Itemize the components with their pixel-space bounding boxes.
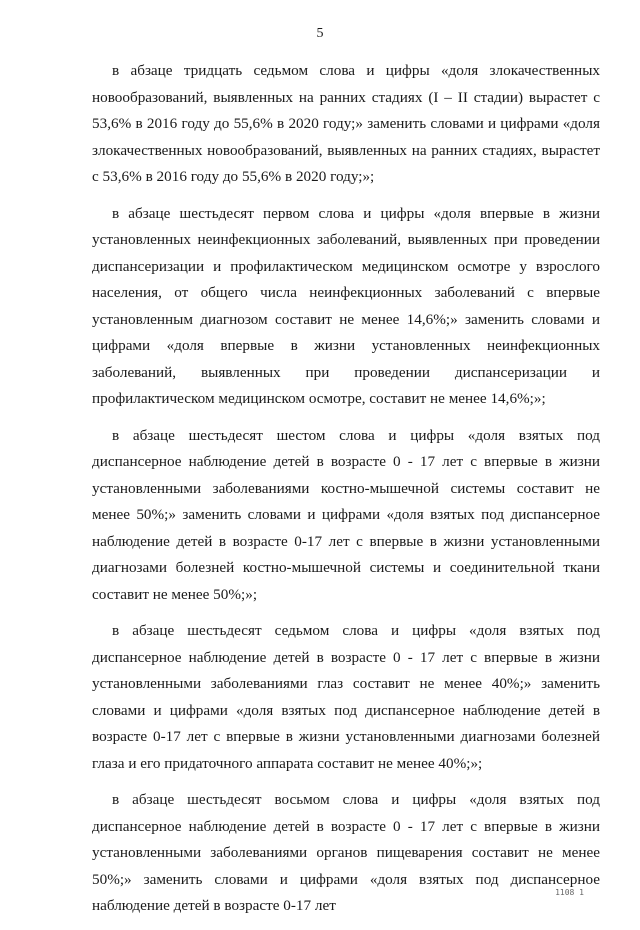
- paragraph-66: в абзаце шестьдесят шестом слова и цифры «доля взятых под диспансерное наблюдение детей в возрасте 0 - 17 лет с впервые в жизни установленными заболеваниями костно-мышечной системы составит не менее 50%;» заменить словами и цифрами «доля взятых под диспансерное наблюдение детей в возрасте 0-17 лет с впервые в жизни установленными диагнозами болезней костно-мышечной системы и соединительной ткани составит не менее 50%;»;: [92, 426, 600, 603]
- paragraph-68: в абзаце шестьдесят восьмом слова и цифры «доля взятых под диспансерное наблюдение детей в возрасте 0 - 17 лет с впервые в жизни установленными заболеваниями органов пищеварения составит не менее 50%;» заменить словами и цифрами «доля взятых под диспансерное наблюдение детей в возрасте 0-17 лет: [92, 791, 600, 914]
- footer-mark: 1108 1: [555, 888, 584, 897]
- body-text: [92, 58, 600, 930]
- page-number: 5: [316, 26, 324, 41]
- paragraph-37: в абзаце тридцать седьмом слова и цифры «доля злокачественных новообразований, выявленных на ранних стадиях (I – II стадии) вырастет с 53,6% в 2016 году до 55,6% в 2020 году;» заменить словами и цифрами «доля злокачественных новообразований, выявленных на ранних стадиях, вырастет с 53,6% в 2016 году до 55,6% в 2020 году;»;: [92, 62, 600, 185]
- paragraph-67: в абзаце шестьдесят седьмом слова и цифры «доля взятых под диспансерное наблюдение детей в возрасте 0 - 17 лет с впервые в жизни установленными заболеваниями глаз составит не менее 40%;» заменить словами и цифрами «доля взятых под диспансерное наблюдение детей в возрасте 0-17 лет с впервые в жизни установленными диагнозами болезней глаза и его придаточного аппарата составит не менее 40%;»;: [92, 622, 600, 772]
- paragraph-61: в абзаце шестьдесят первом слова и цифры «доля впервые в жизни установленных неинфекционных заболеваний, выявленных при проведении диспансеризации и профилактическом медицинском осмотре у взрослого населения, от общего числа неинфекционных заболеваний с впервые установленным диагнозом составит не менее 14,6%;» заменить словами и цифрами «доля впервые в жизни установленных неинфекционных заболеваний, выявленных при проведении диспансеризации и профилактическом медицинском осмотре, составит не менее 14,6%;»;: [92, 204, 600, 407]
